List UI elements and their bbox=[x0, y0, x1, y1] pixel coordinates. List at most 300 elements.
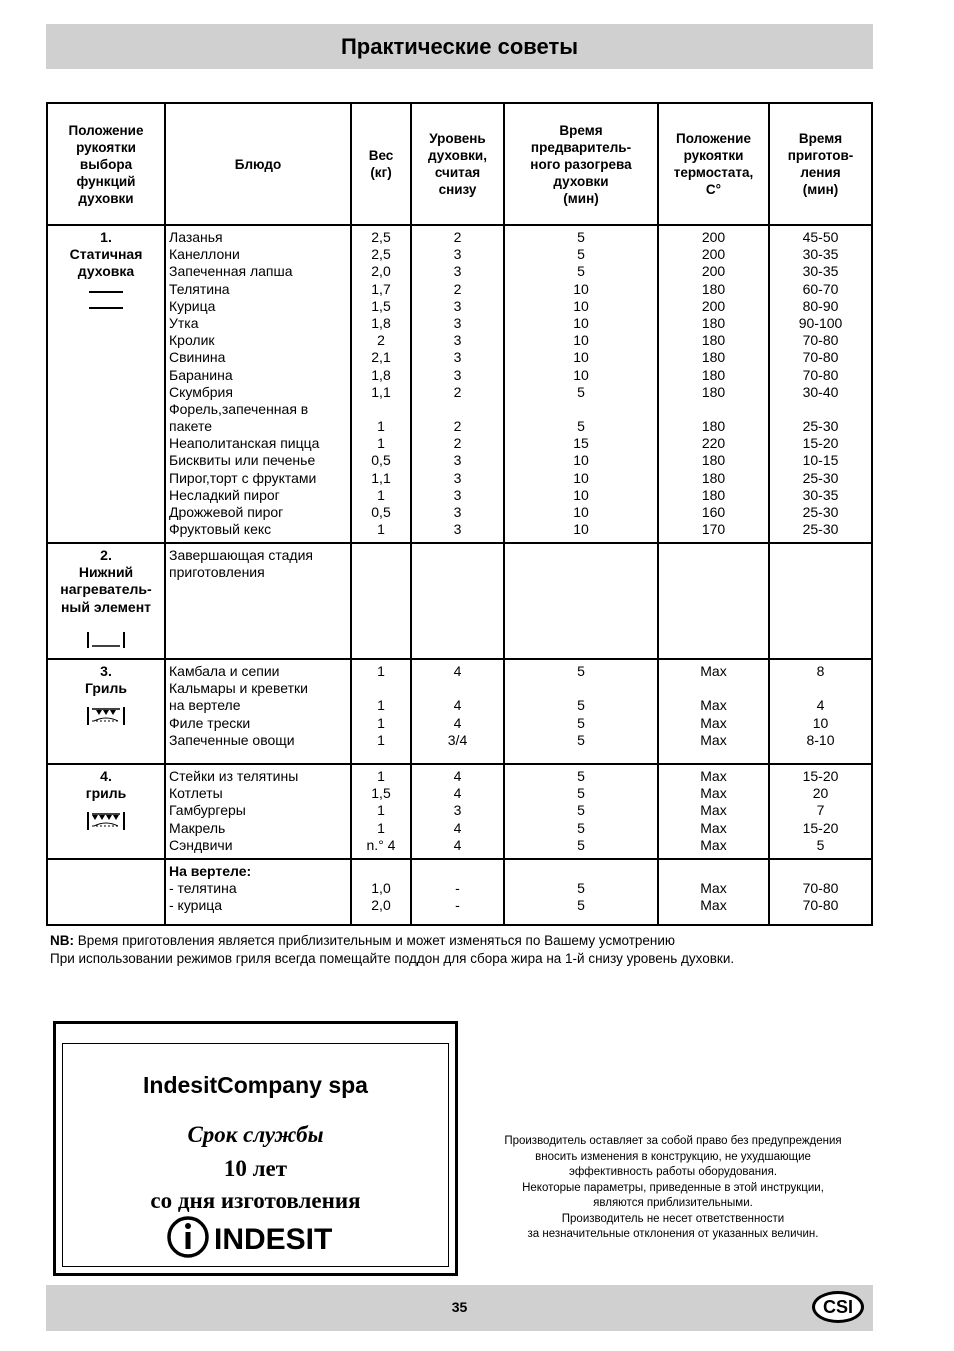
disclaimer-line: являются приблизительными. bbox=[593, 1197, 753, 1209]
preheat-value bbox=[505, 680, 657, 697]
preheat-value: 15 bbox=[573, 435, 589, 452]
preheat-value bbox=[505, 863, 657, 880]
header-dish: Блюдо bbox=[165, 103, 351, 225]
level-value: 2 bbox=[453, 383, 462, 400]
header-line: выбора bbox=[79, 156, 133, 172]
weight-value: 1 bbox=[377, 768, 385, 784]
header-line: (кг) bbox=[370, 165, 392, 180]
dish-cell bbox=[165, 659, 351, 764]
header-line: функций bbox=[76, 173, 136, 189]
table-group-row bbox=[47, 659, 872, 764]
weight-value: 1 bbox=[377, 697, 385, 714]
preheat-value: 5 bbox=[577, 229, 585, 245]
level-value: 3 bbox=[453, 349, 462, 366]
list-item: на вертеле bbox=[169, 697, 241, 714]
table-group-row bbox=[47, 859, 872, 925]
header-preheat bbox=[504, 103, 658, 225]
preheat-value: 5 bbox=[577, 383, 585, 400]
time-value: 15-20 bbox=[802, 819, 839, 836]
time-value: 25-30 bbox=[802, 418, 839, 435]
function-cell bbox=[47, 543, 165, 659]
header-thermostat bbox=[658, 103, 769, 225]
function-label: 2. bbox=[100, 547, 112, 563]
disclaimer-line: Производитель оставляет за собой право без предупреждения bbox=[504, 1135, 842, 1147]
thermostat-cell bbox=[658, 764, 769, 859]
preheat-value: 10 bbox=[573, 314, 589, 331]
level-value: 3 bbox=[453, 263, 462, 280]
weight-cell bbox=[351, 543, 411, 659]
function-label: нагреватель- bbox=[60, 581, 152, 598]
time-cell bbox=[769, 859, 872, 925]
list-item: Котлеты bbox=[169, 785, 223, 802]
function-cell bbox=[47, 225, 165, 543]
thermostat-value: 180 bbox=[701, 366, 726, 383]
level-value: 2 bbox=[453, 435, 462, 452]
level-value bbox=[412, 401, 503, 418]
list-item: Дрожжевой пирог bbox=[169, 504, 284, 520]
time-value: 30-35 bbox=[802, 263, 839, 280]
weight-value: 1,1 bbox=[371, 469, 391, 486]
thermostat-cell bbox=[658, 859, 769, 925]
weight-value: 2,5 bbox=[371, 229, 391, 245]
dish-cell bbox=[165, 225, 351, 543]
list-item: Курица bbox=[169, 297, 216, 314]
preheat-value: 10 bbox=[573, 332, 589, 349]
page-title: Практические советы bbox=[340, 33, 579, 59]
level-cell bbox=[411, 859, 504, 925]
preheat-value: 10 bbox=[573, 280, 589, 297]
thermostat-value: 170 bbox=[701, 521, 726, 538]
preheat-value: 10 bbox=[573, 521, 589, 538]
weight-value: 1,1 bbox=[371, 383, 391, 400]
time-value: 70-80 bbox=[802, 332, 839, 349]
list-item: Утка bbox=[169, 314, 199, 331]
list-item: Бисквиты или печенье bbox=[169, 452, 316, 469]
list-item: Сэндвичи bbox=[169, 836, 233, 853]
preheat-value: 5 bbox=[577, 246, 585, 263]
thermostat-cell bbox=[658, 225, 769, 543]
level-value: 2 bbox=[453, 229, 462, 245]
time-value: 10 bbox=[812, 714, 829, 731]
thermostat-value: Max bbox=[700, 897, 727, 914]
disclaimer bbox=[470, 1134, 876, 1243]
level-value: - bbox=[455, 897, 460, 914]
card-line1: Срок службы bbox=[187, 1122, 324, 1147]
list-item: Лазанья bbox=[169, 229, 223, 245]
time-value: 25-30 bbox=[802, 521, 839, 538]
dish-cell bbox=[165, 859, 351, 925]
level-value bbox=[412, 863, 503, 880]
table-group-row bbox=[47, 225, 872, 543]
list-item: Неаполитанская пицца bbox=[169, 435, 320, 452]
weight-cell bbox=[351, 225, 411, 543]
list-item: Баранина bbox=[169, 366, 233, 383]
preheat-value: 5 bbox=[577, 880, 585, 897]
time-value: 10-15 bbox=[802, 452, 839, 469]
thermostat-value: Max bbox=[700, 731, 727, 748]
function-label: 3. bbox=[100, 663, 112, 679]
dish-subtitle: На вертеле: bbox=[169, 863, 252, 879]
weight-value: 1 bbox=[377, 521, 385, 538]
disclaimer-line: эффективность работы оборудования. bbox=[568, 1166, 778, 1178]
card-company: IndesitCompany spa bbox=[143, 1072, 368, 1098]
header-line: Положение bbox=[676, 131, 751, 146]
list-item: Кролик bbox=[169, 332, 215, 349]
time-value: 30-35 bbox=[802, 486, 839, 503]
level-value: 2 bbox=[453, 280, 462, 297]
weight-value: 1,5 bbox=[371, 785, 391, 802]
time-value: 30-35 bbox=[802, 246, 839, 263]
thermostat-value: 200 bbox=[701, 263, 726, 280]
header-line: C° bbox=[705, 182, 722, 197]
weight-value: 1,5 bbox=[371, 297, 391, 314]
header-line: (мин) bbox=[563, 190, 599, 206]
level-value: 3 bbox=[453, 452, 462, 469]
weight-value: 1 bbox=[377, 714, 385, 731]
preheat-cell bbox=[504, 764, 658, 859]
thermostat-value: Max bbox=[700, 697, 727, 714]
function-cell bbox=[47, 659, 165, 764]
header-line: (мин) bbox=[802, 182, 839, 197]
full-grill-icon bbox=[86, 810, 126, 832]
time-value: 60-70 bbox=[802, 280, 839, 297]
preheat-cell bbox=[504, 543, 658, 659]
thermostat-value: Max bbox=[700, 836, 727, 853]
weight-value: 1,7 bbox=[371, 280, 391, 297]
level-value: 3 bbox=[453, 521, 462, 538]
weight-value: 1,8 bbox=[371, 314, 391, 331]
level-value: 3 bbox=[453, 802, 462, 819]
weight-value: 1 bbox=[377, 486, 385, 503]
preheat-value bbox=[505, 401, 657, 418]
header-line: Уровень bbox=[429, 131, 486, 146]
level-value: 3 bbox=[453, 486, 462, 503]
weight-value: 1 bbox=[377, 819, 385, 836]
preheat-value: 5 bbox=[577, 263, 585, 280]
header-line: ления bbox=[800, 165, 841, 180]
grill-icon bbox=[86, 705, 126, 727]
level-value: 3 bbox=[453, 297, 462, 314]
note-line2: При использовании режимов гриля всегда помещайте поддон для сбора жира на 1-й снизу уровень духовки. bbox=[50, 951, 735, 966]
level-cell bbox=[411, 543, 504, 659]
thermostat-value: Max bbox=[700, 802, 727, 819]
preheat-value: 10 bbox=[573, 366, 589, 383]
time-value: 45-50 bbox=[802, 229, 839, 245]
preheat-value: 5 bbox=[577, 697, 585, 714]
time-value: 70-80 bbox=[802, 880, 839, 897]
time-cell bbox=[769, 543, 872, 659]
weight-value: 2,5 bbox=[371, 246, 391, 263]
time-value bbox=[770, 401, 871, 418]
time-value: 15-20 bbox=[802, 435, 839, 452]
header-line: Время bbox=[559, 122, 603, 138]
function-label: 1. bbox=[100, 229, 112, 245]
level-value: 4 bbox=[453, 819, 462, 836]
logo-text: INDESIT bbox=[213, 1223, 332, 1256]
weight-value: 0,5 bbox=[371, 504, 391, 520]
time-value: 80-90 bbox=[802, 297, 839, 314]
time-value: 5 bbox=[816, 836, 825, 853]
preheat-value: 5 bbox=[577, 897, 585, 914]
weight-value bbox=[352, 863, 410, 880]
time-value: 70-80 bbox=[802, 897, 839, 914]
preheat-value: 10 bbox=[573, 486, 589, 503]
level-value: 2 bbox=[453, 418, 462, 435]
weight-value: 2,0 bbox=[371, 897, 391, 914]
header-line: приготов- bbox=[787, 148, 854, 163]
time-value: 15-20 bbox=[802, 768, 839, 784]
preheat-value: 5 bbox=[577, 819, 585, 836]
disclaimer-line: вносить изменения в конструкцию, не ухудшающие bbox=[535, 1150, 811, 1163]
list-item: Свинина bbox=[169, 349, 226, 366]
header-line: Время bbox=[798, 131, 843, 146]
thermostat-value: 180 bbox=[701, 469, 726, 486]
preheat-value: 5 bbox=[577, 785, 585, 802]
thermostat-value: Max bbox=[700, 880, 727, 897]
preheat-value: 10 bbox=[573, 504, 589, 520]
header-line: предваритель- bbox=[530, 139, 632, 155]
note-prefix: NB: bbox=[50, 933, 74, 948]
preheat-value: 5 bbox=[577, 836, 585, 853]
time-value: 20 bbox=[812, 785, 829, 802]
level-value: 3/4 bbox=[447, 731, 468, 748]
level-value: 3 bbox=[453, 504, 462, 520]
time-value: 8 bbox=[816, 663, 825, 679]
list-item: Телятина bbox=[169, 280, 230, 297]
thermostat-value: 200 bbox=[701, 246, 726, 263]
function-label: Гриль bbox=[84, 680, 128, 697]
thermostat-value: 180 bbox=[701, 418, 726, 435]
list-item: - телятина bbox=[169, 880, 237, 897]
list-item: Макрель bbox=[169, 819, 226, 836]
preheat-value: 5 bbox=[577, 663, 585, 679]
dish-cell bbox=[165, 764, 351, 859]
preheat-value: 5 bbox=[577, 714, 585, 731]
thermostat-value: Max bbox=[700, 714, 727, 731]
disclaimer-line: за незначительные отклонения от указанных величин. bbox=[527, 1228, 819, 1240]
dish-cell bbox=[165, 543, 351, 659]
weight-value: 1 bbox=[377, 418, 385, 435]
list-item: Запеченные овощи bbox=[169, 731, 295, 748]
level-cell bbox=[411, 659, 504, 764]
weight-cell bbox=[351, 659, 411, 764]
card-frame bbox=[62, 1043, 449, 1267]
weight-value bbox=[352, 401, 410, 418]
function-label: Нижний bbox=[78, 564, 134, 581]
preheat-value: 5 bbox=[577, 802, 585, 819]
thermostat-value: Max bbox=[700, 768, 727, 784]
list-item: пакете bbox=[169, 418, 213, 435]
weight-value: 0,5 bbox=[371, 452, 391, 469]
thermostat-value: 180 bbox=[701, 486, 726, 503]
weight-value: 1,0 bbox=[371, 880, 391, 897]
weight-value: 1 bbox=[377, 435, 385, 452]
weight-value: 2,0 bbox=[371, 263, 391, 280]
preheat-value: 10 bbox=[573, 469, 589, 486]
header-line: ного разогрева bbox=[530, 156, 632, 172]
weight-value: 1 bbox=[377, 663, 385, 679]
time-value: 4 bbox=[816, 697, 825, 714]
level-value: 4 bbox=[453, 785, 462, 802]
function-label: ный элемент bbox=[60, 598, 152, 615]
function-cell bbox=[47, 859, 165, 925]
header-line: рукоятки bbox=[683, 148, 744, 163]
header-line: снизу bbox=[438, 182, 477, 197]
list-item: - курица bbox=[169, 897, 223, 914]
time-value: 90-100 bbox=[798, 314, 843, 331]
time-value: 30-40 bbox=[802, 383, 839, 400]
level-value: 3 bbox=[453, 314, 462, 331]
time-cell bbox=[769, 659, 872, 764]
table-group-row bbox=[47, 764, 872, 859]
header-line: термостата, bbox=[673, 165, 754, 180]
time-cell bbox=[769, 764, 872, 859]
time-value bbox=[770, 863, 871, 880]
weight-value bbox=[352, 680, 410, 697]
title-bar bbox=[46, 24, 873, 69]
thermostat-value: 180 bbox=[701, 280, 726, 297]
page-number: 35 bbox=[451, 1299, 468, 1315]
time-value: 7 bbox=[816, 802, 825, 819]
list-item: Гамбургеры bbox=[169, 802, 246, 819]
weight-cell bbox=[351, 859, 411, 925]
list-item: приготовления bbox=[169, 564, 265, 581]
table-header-row bbox=[47, 103, 872, 225]
card-line3: со дня изготовления bbox=[150, 1188, 361, 1213]
list-item: Пирог,торт с фруктами bbox=[169, 469, 317, 486]
weight-cell bbox=[351, 764, 411, 859]
thermostat-value: 220 bbox=[701, 435, 726, 452]
thermostat-value: 180 bbox=[701, 332, 726, 349]
thermostat-value bbox=[659, 680, 768, 697]
thermostat-value: Max bbox=[700, 663, 727, 679]
level-value: 4 bbox=[453, 768, 462, 784]
list-item: Филе трески bbox=[169, 714, 251, 731]
header-position bbox=[47, 103, 165, 225]
bottom-heater-icon bbox=[86, 630, 126, 650]
thermostat-value: 160 bbox=[701, 504, 726, 520]
time-value: 25-30 bbox=[802, 469, 839, 486]
list-item: Запеченная лапша bbox=[169, 263, 293, 280]
list-item: Завершающая стадия bbox=[169, 547, 313, 563]
thermostat-value bbox=[659, 401, 768, 418]
note bbox=[50, 932, 880, 968]
csi-badge: CSI bbox=[812, 1291, 864, 1323]
thermostat-cell bbox=[658, 659, 769, 764]
list-item: Стейки из телятины bbox=[169, 768, 299, 784]
weight-value: 1 bbox=[377, 802, 385, 819]
header-line: считая bbox=[434, 165, 481, 180]
time-cell bbox=[769, 225, 872, 543]
time-value: 70-80 bbox=[802, 366, 839, 383]
list-item: Фруктовый кекс bbox=[169, 521, 272, 538]
level-cell bbox=[411, 764, 504, 859]
service-life-card bbox=[53, 1021, 458, 1276]
time-value bbox=[770, 680, 871, 697]
weight-value: 1 bbox=[377, 731, 385, 748]
function-label: гриль bbox=[85, 785, 127, 802]
disclaimer-line: Некоторые параметры, приведенные в этой инструкции, bbox=[522, 1181, 824, 1194]
level-value: 3 bbox=[453, 332, 462, 349]
thermostat-value: 200 bbox=[701, 229, 726, 245]
thermostat-value: 200 bbox=[701, 297, 726, 314]
thermostat-value: Max bbox=[700, 819, 727, 836]
preheat-cell bbox=[504, 659, 658, 764]
thermostat-cell bbox=[658, 543, 769, 659]
list-item: Форель,запеченная в bbox=[169, 400, 309, 417]
card-line2: 10 лет bbox=[223, 1156, 288, 1181]
preheat-cell bbox=[504, 225, 658, 543]
static-oven-icon bbox=[87, 289, 125, 311]
indesit-logo bbox=[63, 1214, 448, 1265]
header-weight bbox=[351, 103, 411, 225]
disclaimer-line: Производитель не несет ответственности bbox=[561, 1212, 785, 1225]
level-cell bbox=[411, 225, 504, 543]
header-level bbox=[411, 103, 504, 225]
weight-value: n.° 4 bbox=[366, 836, 396, 853]
list-item: Камбала и сепии bbox=[169, 663, 280, 679]
preheat-value: 10 bbox=[573, 349, 589, 366]
footer-bar bbox=[46, 1285, 873, 1331]
thermostat-value bbox=[659, 863, 768, 880]
note-line1: Время приготовления является приблизительным и может изменяться по Вашему усмотрению bbox=[74, 933, 676, 948]
table-group-row bbox=[47, 543, 872, 659]
level-value: 4 bbox=[453, 697, 462, 714]
list-item: Кальмары и креветки bbox=[169, 680, 308, 697]
weight-value: 1,8 bbox=[371, 366, 391, 383]
thermostat-value: 180 bbox=[701, 383, 726, 400]
level-value bbox=[412, 680, 503, 697]
header-line: духовки bbox=[553, 173, 609, 189]
thermostat-value: 180 bbox=[701, 452, 726, 469]
time-value: 8-10 bbox=[806, 731, 835, 748]
header-line: Положение bbox=[68, 122, 144, 138]
level-value: 4 bbox=[453, 836, 462, 853]
preheat-cell bbox=[504, 859, 658, 925]
time-value: 25-30 bbox=[802, 504, 839, 520]
header-line: духовки bbox=[78, 190, 134, 206]
preheat-value: 5 bbox=[577, 731, 585, 748]
list-item: Скумбрия bbox=[169, 383, 233, 400]
level-value: 4 bbox=[453, 663, 462, 679]
function-label: 4. bbox=[100, 768, 112, 784]
level-value: 3 bbox=[453, 246, 462, 263]
header-line: Вес bbox=[368, 148, 394, 163]
list-item: Несладкий пирог bbox=[169, 486, 280, 503]
level-value: 3 bbox=[453, 366, 462, 383]
level-value: - bbox=[455, 880, 460, 897]
preheat-value: 5 bbox=[577, 768, 585, 784]
header-time bbox=[769, 103, 872, 225]
level-value: 4 bbox=[453, 714, 462, 731]
weight-value: 2,1 bbox=[371, 349, 391, 366]
time-value: 70-80 bbox=[802, 349, 839, 366]
preheat-value: 5 bbox=[577, 418, 585, 435]
cooking-table bbox=[46, 102, 873, 926]
header-line: духовки, bbox=[428, 148, 487, 163]
header-line: рукоятки bbox=[76, 139, 136, 155]
list-item: Канеллони bbox=[169, 246, 240, 263]
function-label: Статичная bbox=[69, 246, 143, 263]
weight-value: 2 bbox=[377, 332, 385, 349]
thermostat-value: 180 bbox=[701, 314, 726, 331]
preheat-value: 10 bbox=[573, 297, 589, 314]
level-value: 3 bbox=[453, 469, 462, 486]
preheat-value: 10 bbox=[573, 452, 589, 469]
thermostat-value: 180 bbox=[701, 349, 726, 366]
function-cell bbox=[47, 764, 165, 859]
thermostat-value: Max bbox=[700, 785, 727, 802]
